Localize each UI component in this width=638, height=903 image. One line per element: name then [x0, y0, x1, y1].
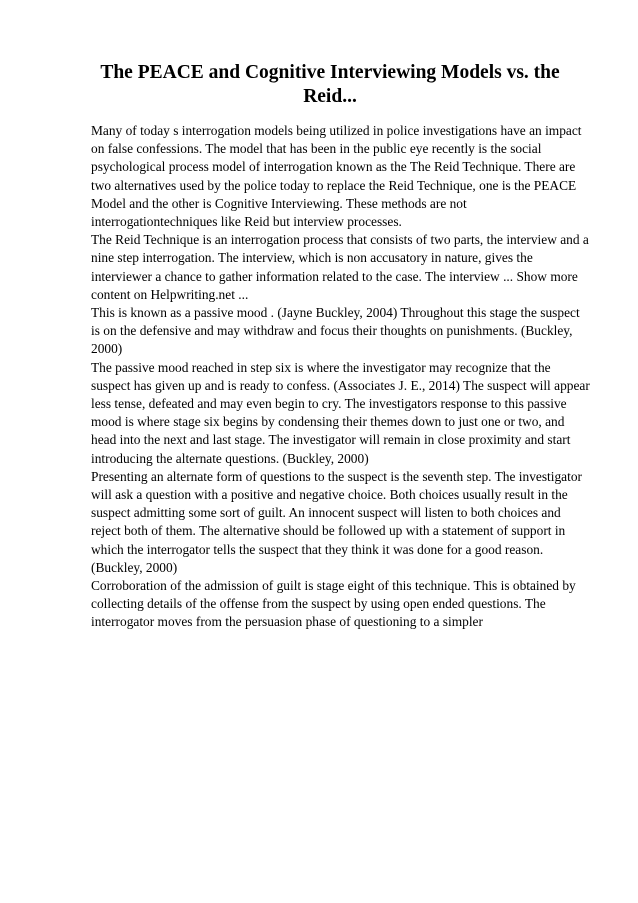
- body-paragraph: The Reid Technique is an interrogation process that consists of two parts, the interview and a nine step interrogation. The interview, which is non accusatory in nature, gives the interviewer a chance to gather information related to the case. The interview ... Show more content on Helpwriting.net ...: [91, 232, 589, 302]
- body-paragraph: This is known as a passive mood . (Jayne Buckley, 2004) Throughout this stage the suspect is on the defensive and may withdraw and focus their thoughts on punishments. (Buckley, 2000): [91, 305, 580, 357]
- body-paragraph: Corroboration of the admission of guilt is stage eight of this technique. This is obtained by collecting details of the offense from the suspect by using open ended questions. The interrogator moves from the persuasion phase of questioning to a simpler: [91, 578, 576, 630]
- body-paragraph: Presenting an alternate form of questions to the suspect is the seventh step. The investigator will ask a question with a positive and negative choice. Both choices usually result in the suspect admitting some sort of guilt. An innocent suspect will listen to both choices and reject both of them. The alternative should be followed up with a statement of support in which the interrogator tells the suspect that they think it was done for a good reason. (Buckley, 2000): [91, 468, 583, 575]
- body-paragraph: Many of today s interrogation models being utilized in police investigations have an impact on false confessions. The model that has been in the public eye recently is the social psychological process model of interrogation known as the The Reid Technique. There are two alternatives used by the police today to replace the Reid Technique, one is the PEACE Model and the other is Cognitive Interviewing. These methods are not interrogationtechniques like Reid but interview processes.: [91, 123, 582, 230]
- body-paragraph: The passive mood reached in step six is where the investigator may recognize that the suspect has given up and is ready to confess. (Associates J. E., 2014) The suspect will appear less tense, defeated and may even begin to cry. The investigators response to this passive mood is where stage six begins by condensing their themes down to just one or two, and head into the next and last stage. The investigator will remain in close proximity and start introducing the alternate questions. (Buckley, 2000): [91, 359, 590, 466]
- document-title: The PEACE and Cognitive Interviewing Models vs. the Reid...: [100, 62, 560, 107]
- document-body: [91, 122, 591, 632]
